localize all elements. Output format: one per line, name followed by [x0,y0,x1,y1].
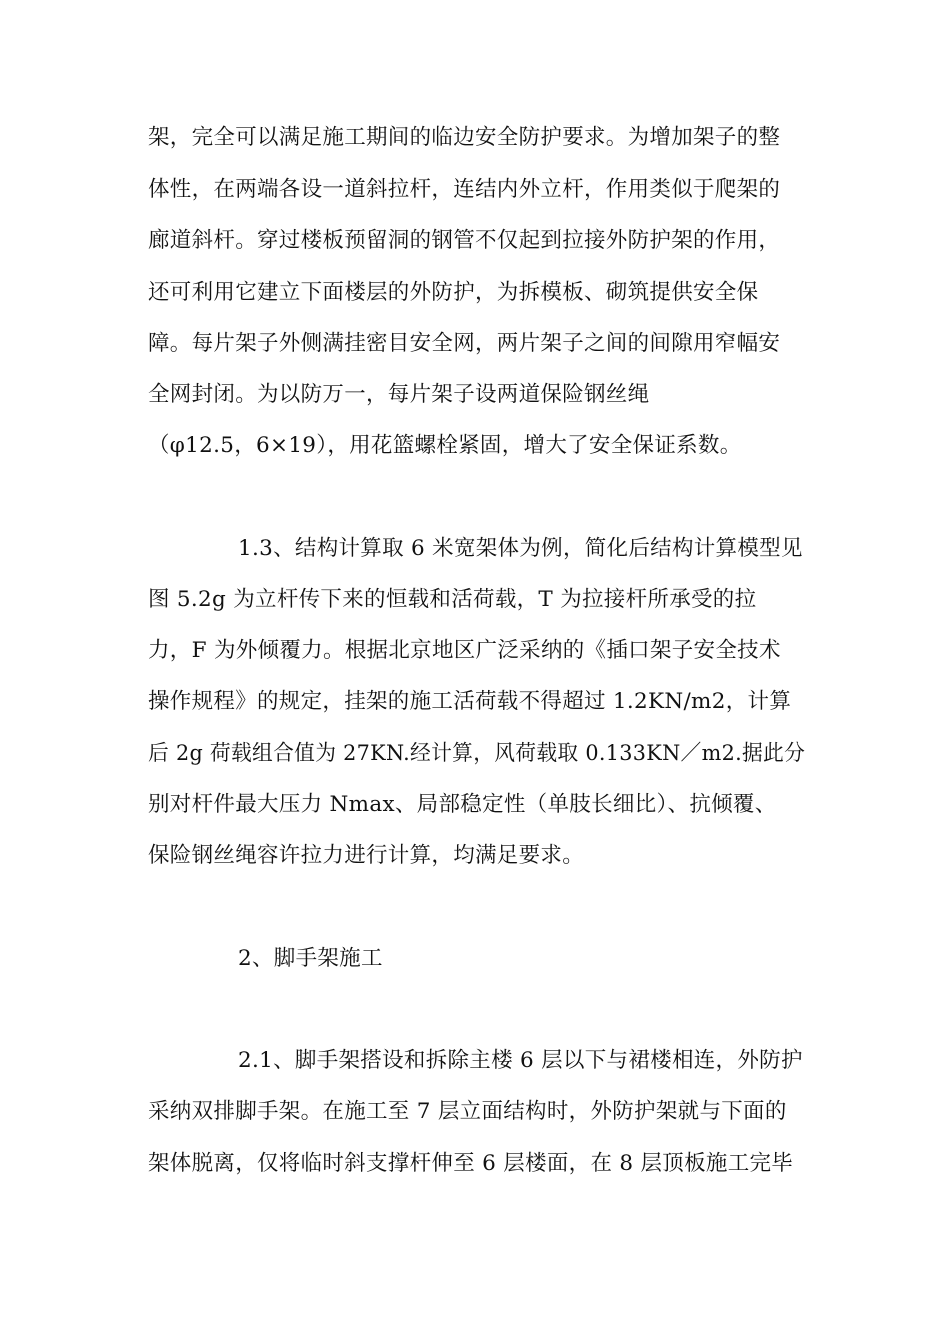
paragraph-line: 别对杆件最大压力 Nmax、局部稳定性（单肢长细比）、抗倾覆、 [148,792,777,817]
paragraph-line: 图 5.2g 为立杆传下来的恒载和活荷载，T 为拉接杆所承受的拉 [148,587,757,612]
paragraph-line: 后 2g 荷载组合值为 27KN.经计算，风荷载取 0.133KN／m2.据此分 [148,741,806,766]
section-heading-1-3: 1.3、结构计算取 6 米宽架体为例，简化后结构计算模型见 [238,536,803,561]
paragraph-line: 架，完全可以满足施工期间的临边安全防护要求。为增加架子的整 [148,125,781,150]
paragraph-line: （φ12.5，6×19），用花篮螺栓紧固，增大了安全保证系数。 [148,433,742,458]
paragraph-line: 体性，在两端各设一道斜拉杆，连结内外立杆，作用类似于爬架的 [148,177,781,202]
section-heading-2-1: 2.1、脚手架搭设和拆除主楼 6 层以下与裙楼相连，外防护 [238,1048,803,1073]
paragraph-line: 采纳双排脚手架。在施工至 7 层立面结构时，外防护架就与下面的 [148,1099,787,1124]
paragraph-line: 还可利用它建立下面楼层的外防护，为拆模板、砌筑提供安全保 [148,280,759,305]
paragraph-line: 操作规程》的规定，挂架的施工活荷载不得超过 1.2KN/m2，计算 [148,689,792,714]
section-heading-2: 2、脚手架施工 [238,946,383,971]
paragraph-line: 全网封闭。为以防万一，每片架子设两道保险钢丝绳 [148,382,650,407]
paragraph-line: 障。每片架子外侧满挂密目安全网，两片架子之间的间隙用窄幅安 [148,331,781,356]
paragraph-line: 架体脱离，仅将临时斜支撑杆伸至 6 层楼面，在 8 层顶板施工完毕 [148,1151,794,1176]
paragraph-line: 廊道斜杆。穿过楼板预留洞的钢管不仅起到拉接外防护架的作用， [148,228,781,253]
paragraph-line: 力，F 为外倾覆力。根据北京地区广泛采纳的《插口架子安全技术 [148,638,781,663]
paragraph-line: 保险钢丝绳容许拉力进行计算，均满足要求。 [148,843,585,868]
